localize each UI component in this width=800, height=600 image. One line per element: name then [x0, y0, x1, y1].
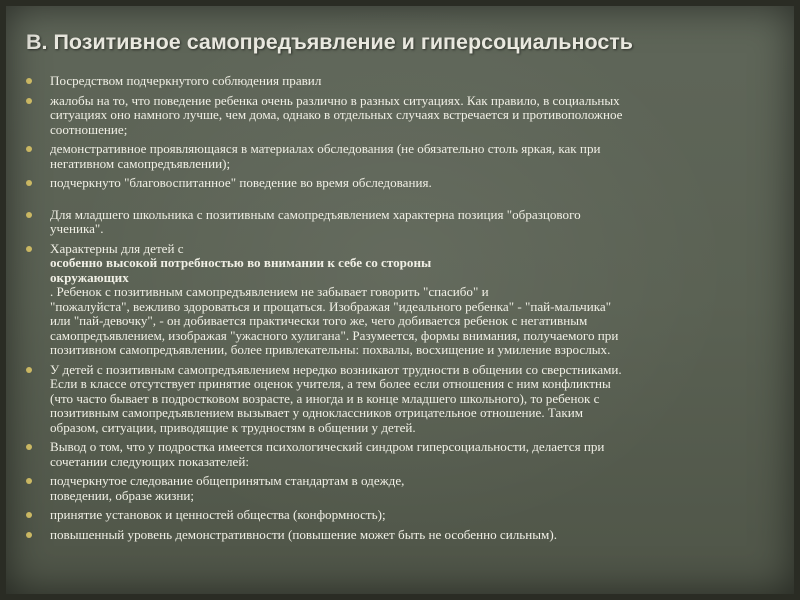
bullet-text: Характерны для детей с особенно высокой потребностью во внимании к себе со стороны окружающих . Ребенок с позитивным самопредъявлением не забывает говорить "спасибо" и "пожалуйста", вежливо здороваться и прощаться. Изображая "идеального ребенка" - "пай-мальчика" или "пай-девочку", - он добивается практически того же, чего добивается ребенок с негативным самопредъявлением, изображая "ужасного хулигана". Разумеется, формы внимания, получаемого при позитивном самопредъявлении, более привлекательны: похвалы, восхищение и умиление взрослых.	[50, 240, 619, 357]
bullet-icon	[26, 212, 32, 218]
bullet-item	[24, 242, 796, 358]
bullet-text: Посредством подчеркнутого соблюдения правил	[50, 73, 322, 88]
bullet-text: У детей с позитивным самопредъявлением нередко возникают трудности в общении со сверстниками. Если в классе отсутствует принятие оценок учителя, а тем более если отношения с ним конфликтны (что часто бывает в подростковом возрасте, а иногда и в конце младшего школьного), то ребенок с позитивным самопредъявлением вызывает у одноклассников отрицательное отношение. Таким образом, ситуации, приводящие к трудностям в общении у детей.	[50, 361, 622, 435]
bullet-text: Для младшего школьника с позитивным самопредъявлением характерна позиция "образцового ученика".	[50, 206, 581, 236]
bullet-icon	[26, 246, 32, 252]
bullet-text: принятие установок и ценностей общества (конформность);	[50, 507, 386, 522]
emphasis-text: окружающих	[50, 269, 129, 285]
bullet-item	[24, 508, 796, 523]
bullet-item	[24, 94, 796, 138]
bullet-icon	[26, 444, 32, 450]
bullet-icon	[26, 180, 32, 186]
bullet-item	[24, 176, 796, 191]
bullet-item	[24, 440, 796, 469]
slide-body	[24, 74, 796, 547]
bullet-icon	[26, 78, 32, 84]
bullet-item	[24, 208, 796, 237]
bullet-text: жалобы на то, что поведение ребенка очень различно в разных ситуациях. Как правило, в социальных ситуациях оно намного лучше, чем дома, однако в отдельных случаях встречается и противоположное соотношение;	[50, 92, 623, 137]
bullet-text: подчеркнуто "благовоспитанное" поведение во время обследования.	[50, 175, 432, 190]
bullet-icon	[26, 146, 32, 152]
bullet-item	[24, 142, 796, 171]
slide-title: В. Позитивное самопредъявление и гиперсоциальность	[26, 30, 634, 54]
bullet-text: подчеркнутое следование общепринятым стандартам в одежде, поведении, образе жизни;	[50, 473, 405, 503]
bullet-icon	[26, 367, 32, 373]
bullet-item	[24, 363, 796, 436]
bullet-text: Вывод о том, что у подростка имеется психологический синдром гиперсоциальности, делается при сочетании следующих показателей:	[50, 439, 605, 469]
bullet-icon	[26, 512, 32, 518]
bullet-icon	[26, 478, 32, 484]
bullet-item	[24, 474, 796, 503]
bullet-text: демонстративное проявляющаяся в материалах обследования (не обязательно столь яркая, как при негативном самопредъявлении);	[50, 141, 601, 171]
bullet-text: повышенный уровень демонстративности (повышение может быть не особенно сильным).	[50, 526, 557, 542]
bullet-item	[24, 74, 796, 89]
bullet-icon	[26, 98, 32, 104]
bullet-icon	[26, 532, 32, 538]
emphasis-text: особенно высокой потребностью во внимании к себе со стороны	[50, 255, 432, 270]
bullet-item	[24, 528, 796, 543]
